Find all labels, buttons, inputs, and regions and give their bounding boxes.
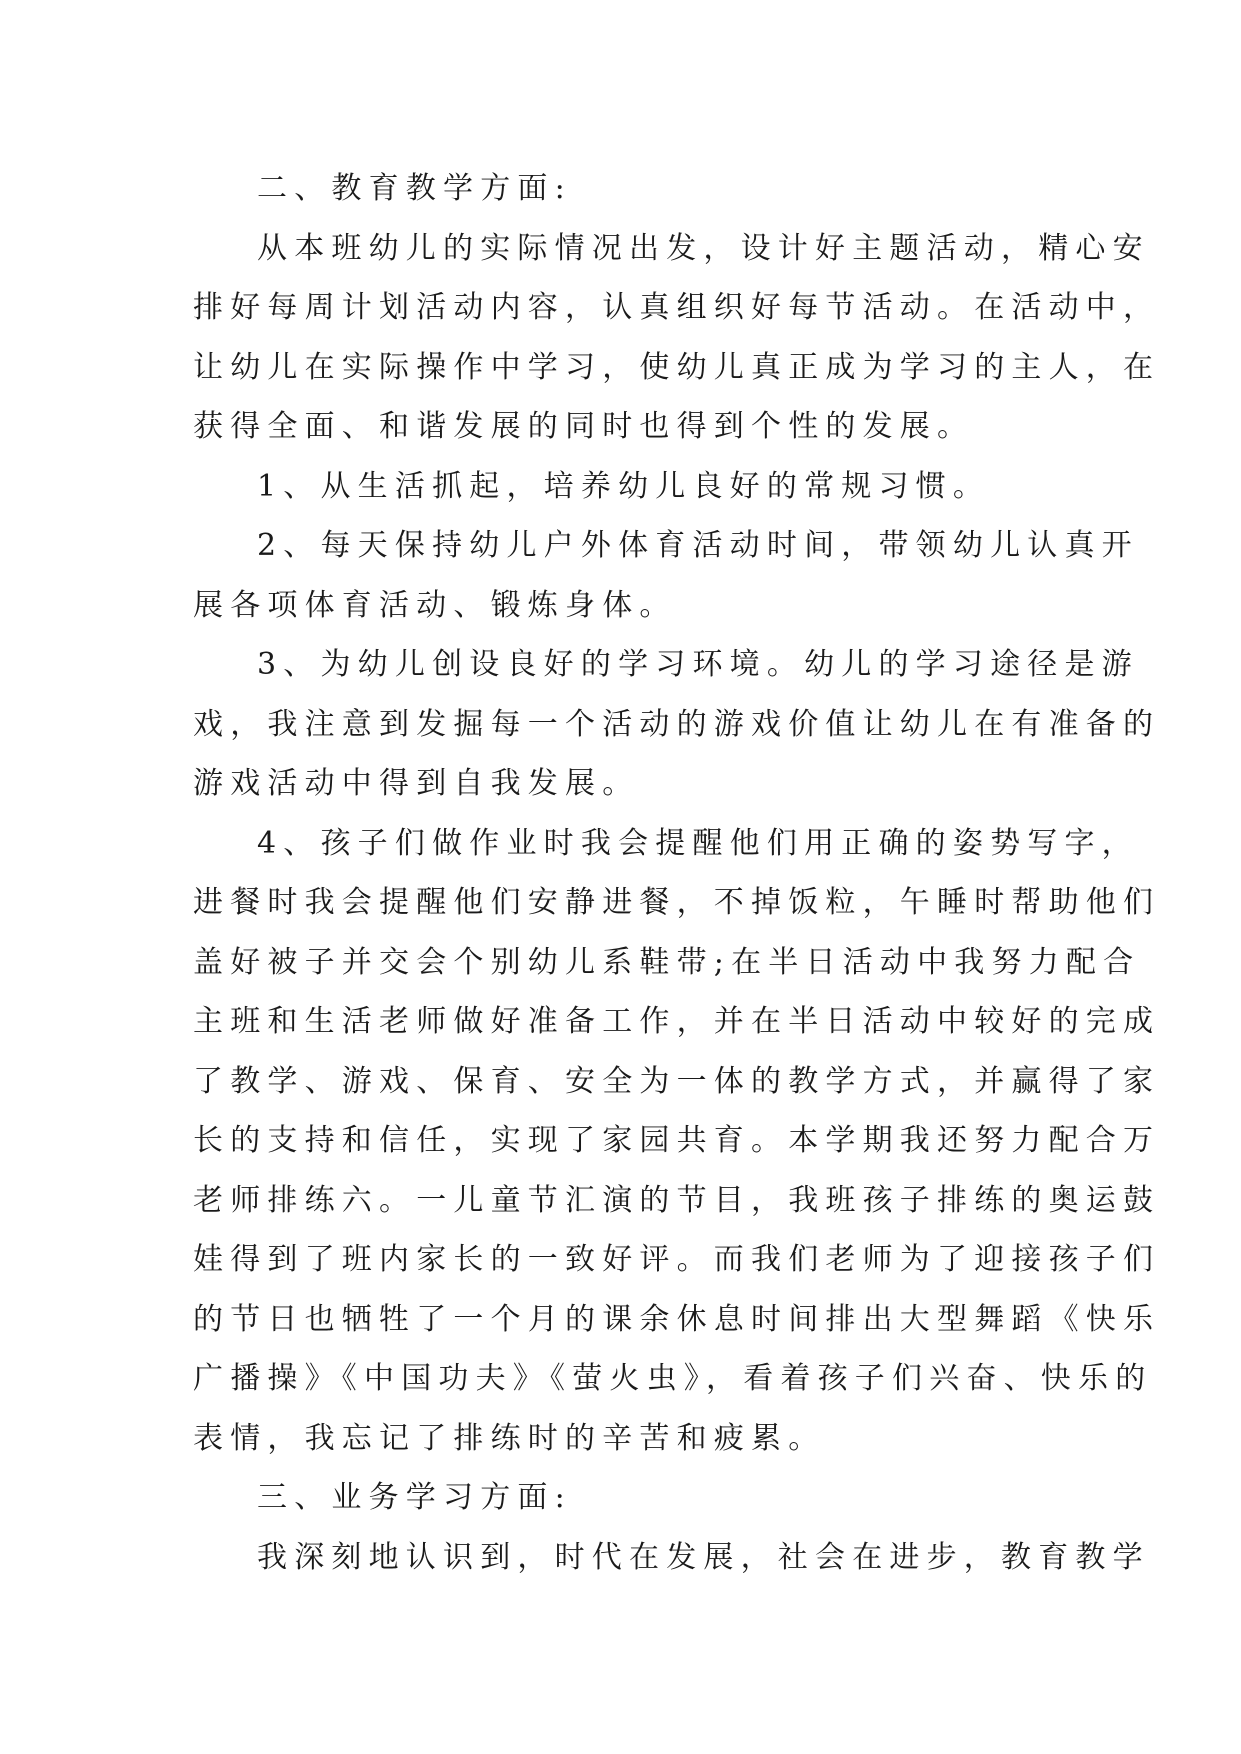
list-item-2: 2、每天保持幼儿户外体育活动时间，带领幼儿认真开	[257, 528, 1139, 563]
paragraph-line: 表情，我忘记了排练时的辛苦和疲累。	[193, 1420, 826, 1456]
paragraph-line: 的节日也牺牲了一个月的课余休息时间排出大型舞蹈《快乐	[193, 1301, 1161, 1337]
paragraph-line: 广播操》《中国功夫》《萤火虫》，看着孩子们兴奋、快乐的	[193, 1361, 1153, 1396]
paragraph-line: 盖好被子并交会个别幼儿系鞋带;在半日活动中我努力配合	[193, 944, 1141, 980]
list-item-4: 4、孩子们做作业时我会提醒他们用正确的姿势写字，	[257, 825, 1139, 861]
paragraph-line: 从本班幼儿的实际情况出发，设计好主题活动，精心安	[257, 230, 1150, 266]
section-heading-study: 三、业务学习方面:	[257, 1480, 572, 1515]
paragraph-line: 排好每周计划活动内容，认真组织好每节活动。在活动中，	[193, 290, 1161, 325]
paragraph-line: 游戏活动中得到自我发展。	[193, 766, 640, 801]
list-item-1: 1、从生活抓起，培养幼儿良好的常规习惯。	[257, 468, 991, 504]
paragraph-line: 戏，我注意到发掘每一个活动的游戏价值让幼儿在有准备的	[193, 706, 1161, 742]
paragraph-line: 进餐时我会提醒他们安静进餐，不掉饭粒，午睡时帮助他们	[193, 885, 1161, 920]
paragraph-line: 了教学、游戏、保育、安全为一体的教学方式，并赢得了家	[193, 1063, 1161, 1099]
paragraph-line: 展各项体育活动、锻炼身体。	[193, 587, 677, 623]
list-item-3: 3、为幼儿创设良好的学习环境。幼儿的学习途径是游	[257, 647, 1139, 682]
paragraph-line: 让幼儿在实际操作中学习，使幼儿真正成为学习的主人，在	[193, 349, 1161, 385]
document-body	[193, 159, 1161, 1587]
paragraph-line: 娃得到了班内家长的一致好评。而我们老师为了迎接孩子们	[193, 1242, 1161, 1277]
paragraph-line: 获得全面、和谐发展的同时也得到个性的发展。	[193, 409, 975, 444]
paragraph-line: 我深刻地认识到，时代在发展，社会在进步，教育教学	[257, 1539, 1150, 1575]
paragraph-line: 老师排练六。一儿童节汇演的节目，我班孩子排练的奥运鼓	[193, 1182, 1161, 1218]
section-heading-teaching: 二、教育教学方面:	[257, 171, 572, 206]
paragraph-line: 长的支持和信任，实现了家园共育。本学期我还努力配合万	[193, 1123, 1161, 1158]
paragraph-line: 主班和生活老师做好准备工作，并在半日活动中较好的完成	[193, 1004, 1161, 1039]
